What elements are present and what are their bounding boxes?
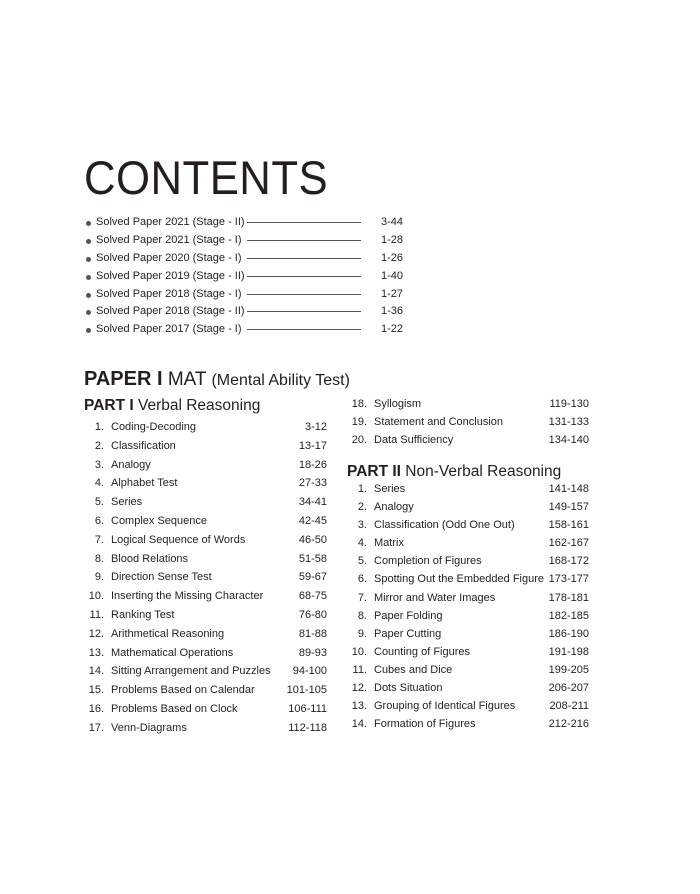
leader-line: [247, 311, 361, 312]
leader-line: [247, 258, 361, 259]
leader-line: [247, 294, 361, 295]
toc-item[interactable]: [347, 413, 589, 431]
toc-label: Ranking Test: [111, 608, 175, 621]
solved-paper-pages: 1-26: [381, 251, 404, 264]
toc-item[interactable]: [84, 587, 327, 606]
toc-item[interactable]: [84, 719, 327, 738]
toc-item[interactable]: [347, 607, 589, 625]
toc-label: Syllogism: [374, 398, 422, 410]
toc-item[interactable]: [84, 700, 327, 719]
toc-pages: 134-140: [548, 434, 589, 447]
toc-pages: 81-88: [298, 627, 327, 640]
toc-pages: 18-26: [298, 458, 327, 471]
toc-label: Formation of Figures: [374, 718, 476, 731]
toc-label: Series: [111, 496, 143, 509]
toc-label: Problems Based on Clock: [111, 702, 238, 715]
toc-item[interactable]: [347, 570, 589, 588]
toc-label: Problems Based on Calendar: [111, 684, 255, 697]
toc-pages: 101-105: [286, 684, 327, 697]
toc-label: Analogy: [111, 458, 151, 471]
toc-number: 3.: [357, 519, 367, 532]
toc-item[interactable]: [347, 697, 589, 715]
toc-number: 19.: [351, 416, 367, 429]
toc-number: 13.: [351, 700, 367, 713]
toc-pages: 212-216: [548, 718, 589, 731]
toc-number: 8.: [357, 609, 367, 622]
toc-number: 12.: [351, 682, 367, 695]
solved-paper-item[interactable]: [84, 321, 414, 339]
part2-name: Non-Verbal Reasoning: [405, 463, 562, 480]
toc-pages: 173-177: [548, 573, 589, 586]
toc-label: Data Sufficiency: [374, 434, 454, 447]
solved-paper-item[interactable]: [84, 214, 414, 232]
toc-item[interactable]: [347, 534, 589, 552]
solved-papers-list: [84, 214, 414, 339]
toc-pages: 112-118: [288, 721, 327, 734]
bullet-icon: [86, 239, 91, 244]
solved-paper-label: Solved Paper 2018 (Stage - I): [96, 287, 242, 300]
toc-number: 5.: [94, 496, 104, 509]
toc-number: 4.: [94, 477, 104, 490]
toc-item[interactable]: [84, 418, 327, 437]
solved-paper-item[interactable]: [84, 303, 414, 321]
part1-continued-list: [347, 395, 589, 450]
paper-heading: [84, 368, 350, 391]
leader-line: [247, 276, 361, 277]
toc-number: 10.: [88, 590, 104, 603]
toc-number: 1.: [94, 421, 104, 433]
toc-label: Paper Cutting: [374, 627, 442, 640]
toc-pages: 34-41: [298, 496, 327, 509]
toc-item[interactable]: [347, 625, 589, 643]
toc-label: Coding-Decoding: [111, 421, 196, 433]
bullet-icon: [86, 257, 91, 262]
part1-list: [84, 418, 327, 738]
toc-number: 11.: [89, 608, 104, 621]
toc-pages: 51-58: [298, 552, 327, 565]
toc-label: Series: [374, 483, 406, 495]
toc-item[interactable]: [347, 715, 589, 733]
toc-pages: 186-190: [548, 627, 589, 640]
paper-name: MAT: [167, 369, 207, 390]
toc-label: Counting of Figures: [374, 645, 470, 658]
toc-number: 7.: [94, 533, 104, 546]
toc-number: 6.: [357, 573, 367, 586]
bullet-icon: [86, 275, 91, 280]
toc-item[interactable]: [347, 552, 589, 570]
toc-number: 2.: [357, 501, 367, 514]
toc-item[interactable]: [347, 679, 589, 697]
toc-item[interactable]: [84, 662, 327, 681]
toc-number: 9.: [357, 627, 367, 640]
toc-item[interactable]: [84, 437, 327, 456]
toc-pages: 199-205: [548, 663, 589, 676]
toc-item[interactable]: [84, 512, 327, 531]
toc-number: 6.: [94, 514, 104, 527]
toc-label: Direction Sense Test: [111, 571, 212, 584]
part2-label: PART II: [347, 463, 401, 480]
toc-label: Spotting Out the Embedded Figure: [374, 573, 544, 586]
toc-pages: 182-185: [548, 609, 589, 622]
toc-label: Arithmetical Reasoning: [111, 627, 225, 640]
solved-paper-item[interactable]: [84, 268, 414, 286]
paper-label: PAPER I: [84, 368, 163, 390]
bullet-icon: [86, 221, 91, 226]
toc-pages: 168-172: [548, 555, 589, 568]
toc-pages: 106-111: [288, 702, 327, 715]
solved-paper-label: Solved Paper 2020 (Stage - I): [96, 251, 242, 264]
solved-paper-pages: 1-27: [381, 287, 404, 300]
part1-name: Verbal Reasoning: [137, 397, 261, 414]
solved-paper-pages: 1-40: [381, 269, 404, 282]
solved-paper-item[interactable]: [84, 286, 414, 304]
toc-pages: 158-161: [548, 519, 589, 532]
toc-item[interactable]: [84, 606, 327, 625]
toc-label: Classification (Odd One Out): [374, 519, 515, 532]
solved-paper-pages: 1-22: [381, 323, 404, 336]
toc-item[interactable]: [347, 589, 589, 607]
toc-number: 17.: [88, 721, 104, 734]
toc-number: 13.: [88, 646, 104, 659]
toc-pages: 191-198: [548, 645, 589, 658]
solved-paper-item[interactable]: [84, 232, 414, 250]
leader-line: [247, 240, 361, 241]
toc-item[interactable]: [347, 661, 589, 679]
toc-pages: 89-93: [298, 646, 327, 659]
toc-item[interactable]: [84, 568, 327, 587]
toc-label: Matrix: [374, 537, 404, 550]
toc-label: Mathematical Operations: [111, 646, 234, 659]
toc-pages: 208-211: [549, 700, 589, 713]
solved-paper-label: Solved Paper 2021 (Stage - I): [96, 233, 242, 246]
toc-label: Inserting the Missing Character: [111, 590, 264, 603]
toc-label: Cubes and Dice: [374, 663, 453, 676]
toc-number: 16.: [88, 702, 104, 715]
leader-line: [247, 329, 361, 330]
solved-paper-pages: 3-44: [381, 216, 404, 228]
toc-pages: 42-45: [298, 514, 327, 527]
toc-pages: 27-33: [298, 477, 327, 490]
toc-label: Mirror and Water Images: [374, 591, 496, 604]
toc-item[interactable]: [84, 644, 327, 663]
toc-label: Dots Situation: [374, 682, 443, 695]
toc-pages: 206-207: [548, 682, 589, 695]
toc-item[interactable]: [84, 456, 327, 475]
toc-pages: 94-100: [292, 665, 327, 678]
toc-item[interactable]: [347, 643, 589, 661]
toc-label: Grouping of Identical Figures: [374, 700, 516, 713]
toc-number: 20.: [351, 434, 367, 447]
toc-item[interactable]: [347, 480, 589, 498]
toc-number: 12.: [88, 627, 104, 640]
toc-pages: 13-17: [298, 439, 327, 452]
toc-number: 14.: [88, 665, 104, 678]
toc-pages: 68-75: [298, 590, 327, 603]
toc-number: 1.: [357, 483, 367, 495]
leader-line: [247, 222, 361, 223]
solved-paper-label: Solved Paper 2017 (Stage - I): [96, 323, 242, 336]
paper-subtitle: (Mental Ability Test): [211, 372, 350, 389]
bullet-icon: [86, 293, 91, 298]
toc-label: Blood Relations: [111, 552, 189, 565]
toc-number: 4.: [357, 537, 367, 550]
toc-item[interactable]: [84, 625, 327, 644]
toc-label: Classification: [111, 439, 176, 452]
toc-number: 5.: [357, 555, 367, 568]
solved-paper-pages: 1-36: [381, 305, 404, 318]
toc-number: 2.: [94, 439, 104, 452]
toc-label: Statement and Conclusion: [374, 416, 504, 429]
page-title: CONTENTS: [84, 151, 329, 204]
solved-paper-label: Solved Paper 2018 (Stage - II): [96, 305, 245, 318]
toc-pages: 178-181: [548, 591, 589, 604]
toc-label: Venn-Diagrams: [111, 721, 187, 734]
toc-label: Complex Sequence: [111, 514, 208, 527]
toc-item[interactable]: [84, 474, 327, 493]
toc-item[interactable]: [84, 550, 327, 569]
toc-number: 18.: [351, 398, 367, 410]
toc-label: Paper Folding: [374, 609, 443, 622]
toc-item[interactable]: [347, 395, 589, 413]
toc-item[interactable]: [84, 493, 327, 512]
solved-paper-item[interactable]: [84, 250, 414, 268]
solved-paper-label: Solved Paper 2019 (Stage - II): [96, 269, 245, 282]
toc-item[interactable]: [84, 531, 327, 550]
toc-number: 9.: [94, 571, 104, 584]
solved-paper-pages: 1-28: [381, 233, 404, 246]
toc-label: Sitting Arrangement and Puzzles: [111, 665, 271, 678]
toc-item[interactable]: [84, 681, 327, 700]
toc-label: Analogy: [374, 501, 414, 514]
toc-label: Logical Sequence of Words: [111, 533, 246, 546]
toc-number: 15.: [88, 684, 104, 697]
toc-label: Completion of Figures: [374, 555, 482, 568]
toc-pages: 76-80: [298, 608, 327, 621]
toc-pages: 59-67: [298, 571, 327, 584]
toc-number: 7.: [357, 591, 367, 604]
toc-pages: 119-130: [549, 398, 589, 410]
toc-number: 8.: [94, 552, 104, 565]
part1-label: PART I: [84, 397, 134, 414]
bullet-icon: [86, 328, 91, 333]
toc-pages: 162-167: [548, 537, 589, 550]
toc-number: 14.: [351, 718, 367, 731]
part2-list: [347, 480, 589, 733]
part2-heading: [347, 463, 561, 481]
toc-pages: 3-12: [304, 421, 327, 433]
toc-pages: 131-133: [548, 416, 589, 429]
toc-pages: 149-157: [548, 501, 589, 514]
part1-heading: [84, 397, 260, 415]
toc-number: 11.: [352, 663, 367, 676]
solved-paper-label: Solved Paper 2021 (Stage - II): [96, 216, 245, 228]
toc-item[interactable]: [347, 498, 589, 516]
toc-item[interactable]: [347, 516, 589, 534]
toc-label: Alphabet Test: [111, 477, 178, 490]
toc-pages: 46-50: [298, 533, 327, 546]
toc-pages: 141-148: [548, 483, 589, 495]
toc-number: 10.: [351, 645, 367, 658]
toc-item[interactable]: [347, 431, 589, 449]
toc-number: 3.: [94, 458, 104, 471]
bullet-icon: [86, 310, 91, 315]
